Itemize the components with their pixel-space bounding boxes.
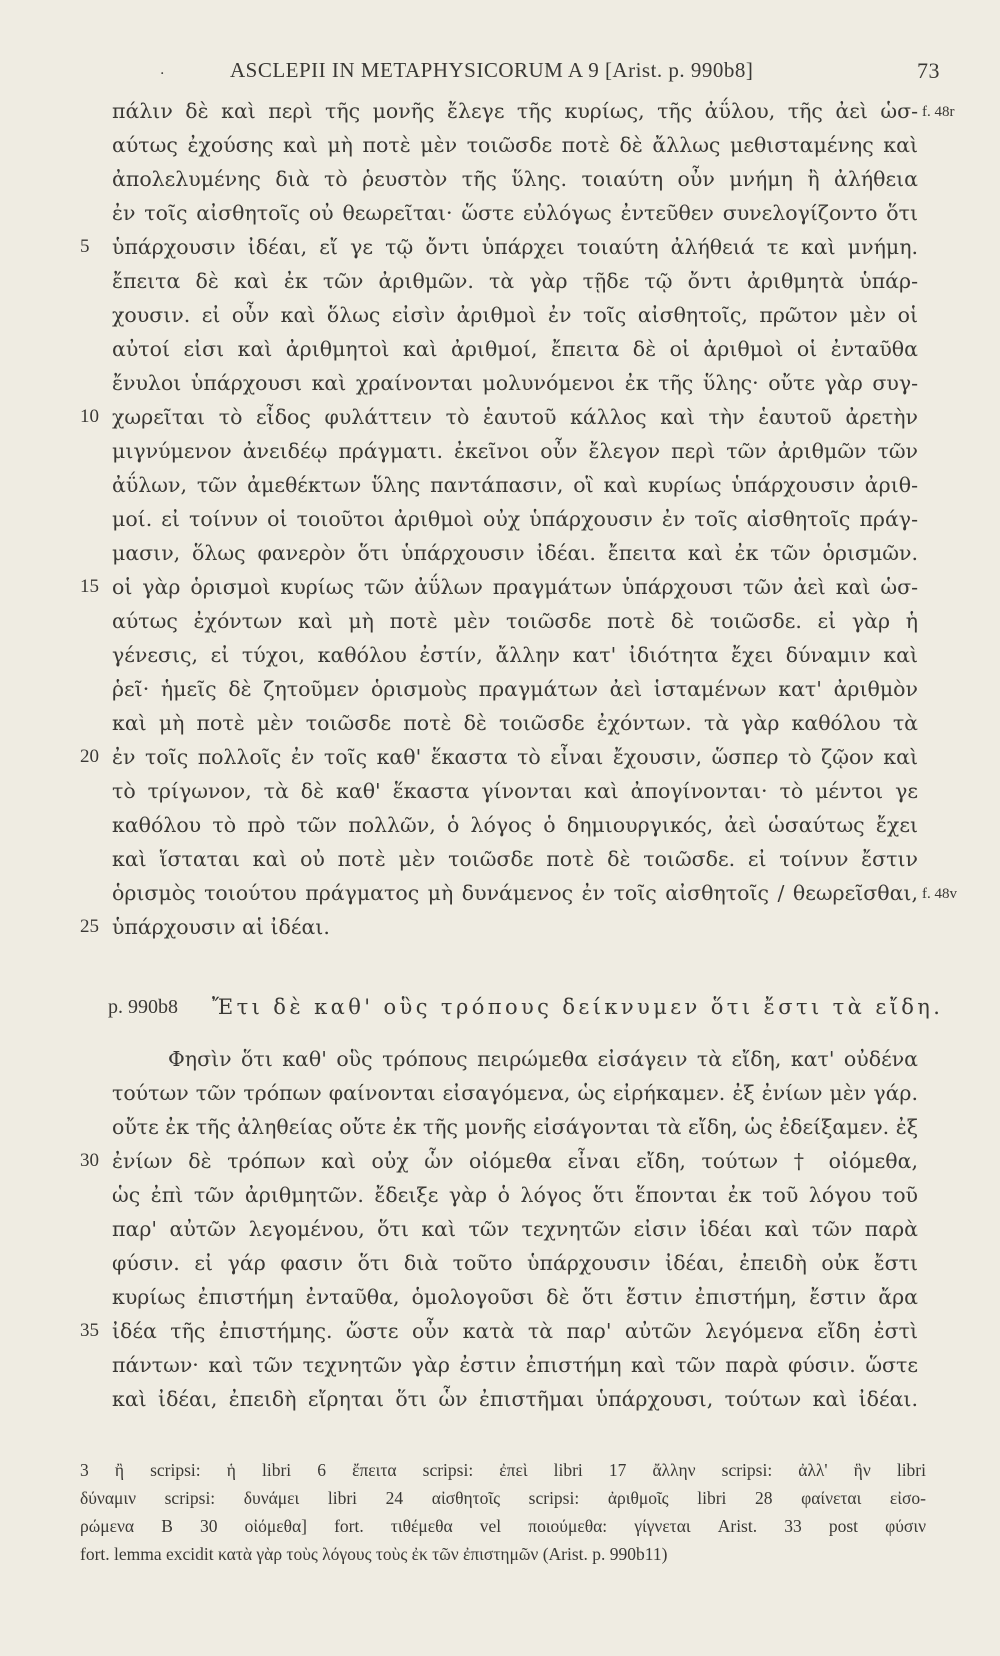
text-line: ὁρισμὸς τοιούτου πράγματος μὴ δυνάμενος ἐν τοῖς αἰσθητοῖς / θεωρεῖσθαι, — [112, 881, 918, 905]
text-line: ἀΰλων, τῶν ἀμεθέκτων ὕλης παντάπασιν, οἳ καὶ κυρίως ὑπάρχουσιν ἀριθ- — [112, 473, 918, 497]
text-line: ὑπάρχουσιν ἰδέαι, εἴ γε τῷ ὄντι ὑπάρχει τοιαύτη ἀλήθειά τε καὶ μνήμη. — [112, 235, 918, 259]
text-line: ὡς ἐπὶ τῶν ἀριθμητῶν. ἔδειξε γὰρ ὁ λόγος ὅτι ἕπονται ἐκ τοῦ λόγου τοῦ — [112, 1183, 918, 1207]
footnote-line: fort. lemma excidit κατὰ γὰρ τοὺς λόγους τοὺς ἐκ τῶν ἐπιστημῶν (Arist. p. 990b11) — [80, 1544, 668, 1564]
text-line: αύτως ἐχούσης καὶ μὴ ποτὲ μὲν τοιῶσδε ποτὲ δὲ ἄλλως μεθισταμένης καὶ — [112, 133, 918, 157]
text-line: πάντων· καὶ τῶν τεχνητῶν γὰρ ἐστιν ἐπιστήμη καὶ τῶν παρὰ φύσιν. ὥστε — [112, 1353, 918, 1377]
text-line: χουσιν. εἰ οὖν καὶ ὅλως εἰσὶν ἀριθμοὶ ἐν τοῖς αἰσθητοῖς, πρῶτον μὲν οἱ — [112, 303, 918, 327]
running-title: ASCLEPII IN METAPHYSICORUM A 9 [Arist. p. 990b8] — [230, 58, 754, 82]
text-line: ἐν τοῖς πολλοῖς ἐν τοῖς καθ' ἕκαστα τὸ εἶναι ἔχουσιν, ὥσπερ τὸ ζῷον καὶ — [112, 745, 918, 769]
text-line: ῥεῖ· ἡμεῖς δὲ ζητοῦμεν ὁρισμοὺς πραγμάτων ἀεὶ ἱσταμένων κατ' ἀριθμὸν — [112, 677, 918, 701]
footnote-line: 3 ἢ scripsi: ἡ libri 6 ἔπειτα scripsi: ἐπεὶ libri 17 ἄλλην scripsi: ἀλλ' ἣν libri — [80, 1460, 926, 1480]
text-line: ἰδέα τῆς ἐπιστήμης. ὥστε οὖν κατὰ τὰ παρ' αὐτῶν λεγόμενα εἴδη ἐστὶ — [112, 1319, 918, 1343]
line-number: 10 — [80, 406, 99, 427]
text-line: καὶ ἵσταται καὶ οὐ ποτὲ μὲν τοιῶσδε ποτὲ δὲ τοιῶσδε. εἰ τοίνυν ἔστιν — [112, 847, 918, 871]
text-line: παρ' αὐτῶν λεγομένου, ὅτι καὶ τῶν τεχνητῶν εἰσιν ἰδέαι καὶ τῶν παρὰ — [112, 1217, 918, 1241]
text-line: πάλιν δὲ καὶ περὶ τῆς μονῆς ἔλεγε τῆς κυρίως, τῆς ἀΰλου, τῆς ἀεὶ ὡσ- — [112, 99, 918, 123]
text-line: ἔνυλοι ὑπάρχουσι καὶ χραίνονται μολυνόμενοι ἐκ τῆς ὕλης· οὔτε γὰρ συγ- — [112, 371, 918, 395]
footnote-line: δύναμιν scripsi: δυνάμει libri 24 αἰσθητοῖς scripsi: ἀριθμοῖς libri 28 φαίνεται εἰσο- — [80, 1488, 926, 1508]
text-line: τὸ τρίγωνον, τὰ δὲ καθ' ἕκαστα γίνονται καὶ ἀπογίνονται· τὸ μέντοι γε — [112, 779, 918, 803]
text-line: κυρίως ἐπιστήμη ἐνταῦθα, ὁμολογοῦσι δὲ ὅτι ἔστιν ἐπιστήμη, ἔστιν ἄρα — [112, 1285, 918, 1309]
line-number: 5 — [80, 236, 90, 257]
text-line: ἐν τοῖς αἰσθητοῖς οὐ θεωρεῖται· ὥστε εὐλόγως ἐντεῦθεν συνελογίζοντο ὅτι — [112, 201, 918, 225]
text-line: καὶ ἰδέαι, ἐπειδὴ εἴρηται ὅτι ὧν ἐπιστῆμαι ὑπάρχουσι, τούτων καὶ ἰδέαι. — [112, 1387, 918, 1411]
text-line: αὐτοί εἰσι καὶ ἀριθμητοὶ καὶ ἀριθμοί, ἔπειτα δὲ οἱ ἀριθμοὶ οἱ ἐνταῦθα — [112, 337, 918, 361]
page-speck: · — [160, 66, 165, 82]
text-line: οἱ γὰρ ὁρισμοὶ κυρίως τῶν ἀΰλων πραγμάτων ὑπάρχουσι τῶν ἀεὶ καὶ ὡσ- — [112, 575, 918, 599]
folio-mark: f. 48v — [922, 886, 957, 902]
folio-mark: f. 48r — [922, 104, 955, 120]
lemma-reference: p. 990b8 — [108, 996, 178, 1018]
text-line: ἔπειτα δὲ καὶ ἐκ τῶν ἀριθμῶν. τὰ γὰρ τῇδε τῷ ὄντι ἀριθμητὰ ὑπάρ- — [112, 269, 918, 293]
running-header — [230, 58, 940, 88]
text-line: ἀπολελυμένης διὰ τὸ ῥευστὸν τῆς ὕλης. τοιαύτη οὖν μνήμη ἢ ἀλήθεια — [112, 167, 918, 191]
line-number: 25 — [80, 916, 99, 937]
text-line: Φησὶν ὅτι καθ' οὓς τρόπους πειρώμεθα εἰσάγειν τὰ εἴδη, κατ' οὐδένα — [168, 1047, 918, 1071]
text-line: οὔτε ἐκ τῆς ἀληθείας οὔτε ἐκ τῆς μονῆς εἰσάγονται τὰ εἴδη, ὡς ἐδείξαμεν. ἐξ — [112, 1115, 918, 1139]
text-line: μοί. εἰ τοίνυν οἱ τοιοῦτοι ἀριθμοὶ οὐχ ὑπάρχουσιν ἐν τοῖς αἰσθητοῖς πράγ- — [112, 507, 918, 531]
line-number: 20 — [80, 746, 99, 767]
page-number: 73 — [917, 58, 940, 83]
footnote-line: ρώμενα B 30 οἰόμεθα] fort. τιθέμεθα vel ποιούμεθα: γίγνεται Arist. 33 post φύσιν — [80, 1516, 926, 1536]
text-line: φύσιν. εἰ γάρ φασιν ὅτι διὰ τοῦτο ὑπάρχουσιν ἰδέαι, ἐπειδὴ οὐκ ἔστι — [112, 1251, 918, 1275]
line-number: 15 — [80, 576, 99, 597]
text-line: τούτων τῶν τρόπων φαίνονται εἰσαγόμενα, ὡς εἰρήκαμεν. ἐξ ἐνίων μὲν γάρ. — [112, 1081, 918, 1105]
text-line: μιγνύμενον ἀνειδέῳ πράγματι. ἐκεῖνοι οὖν ἔλεγον περὶ τῶν ἀριθμῶν τῶν — [112, 439, 918, 463]
text-line: καθόλου τὸ πρὸ τῶν πολλῶν, ὁ λόγος ὁ δημιουργικός, ἀεὶ ὡσαύτως ἔχει — [112, 813, 918, 837]
text-line: αύτως ἐχόντων καὶ μὴ ποτὲ μὲν τοιῶσδε ποτὲ δὲ τοιῶσδε. εἰ γὰρ ἡ — [112, 609, 918, 633]
text-line: ἐνίων δὲ τρόπων καὶ οὐχ ὧν οἰόμεθα εἶναι εἴδη, τούτων † οἰόμεθα, — [112, 1149, 918, 1173]
line-number: 30 — [80, 1150, 99, 1171]
text-line: μασιν, ὅλως φανερὸν ὅτι ὑπάρχουσιν ἰδέαι. ἔπειτα καὶ ἐκ τῶν ὁρισμῶν. — [112, 541, 918, 565]
text-line: χωρεῖται τὸ εἶδος φυλάττειν τὸ ἑαυτοῦ κάλλος καὶ τὴν ἑαυτοῦ ἀρετὴν — [112, 405, 918, 429]
lemma-text: Ἔτι δὲ καθ' οὓς τρόπους δείκνυμεν ὅτι ἔστι τὰ εἴδη. — [212, 995, 944, 1019]
text-line: καὶ μὴ ποτὲ μὲν τοιῶσδε ποτὲ δὲ τοιῶσδε ἐχόντων. τὰ γὰρ καθόλου τὰ — [112, 711, 918, 735]
line-number: 35 — [80, 1320, 99, 1341]
text-line: γένεσις, εἰ τύχοι, καθόλου ἐστίν, ἄλλην κατ' ἰδιότητα ἔχει δύναμιν καὶ — [112, 643, 918, 667]
text-line: ὑπάρχουσιν αἱ ἰδέαι. — [112, 915, 330, 939]
